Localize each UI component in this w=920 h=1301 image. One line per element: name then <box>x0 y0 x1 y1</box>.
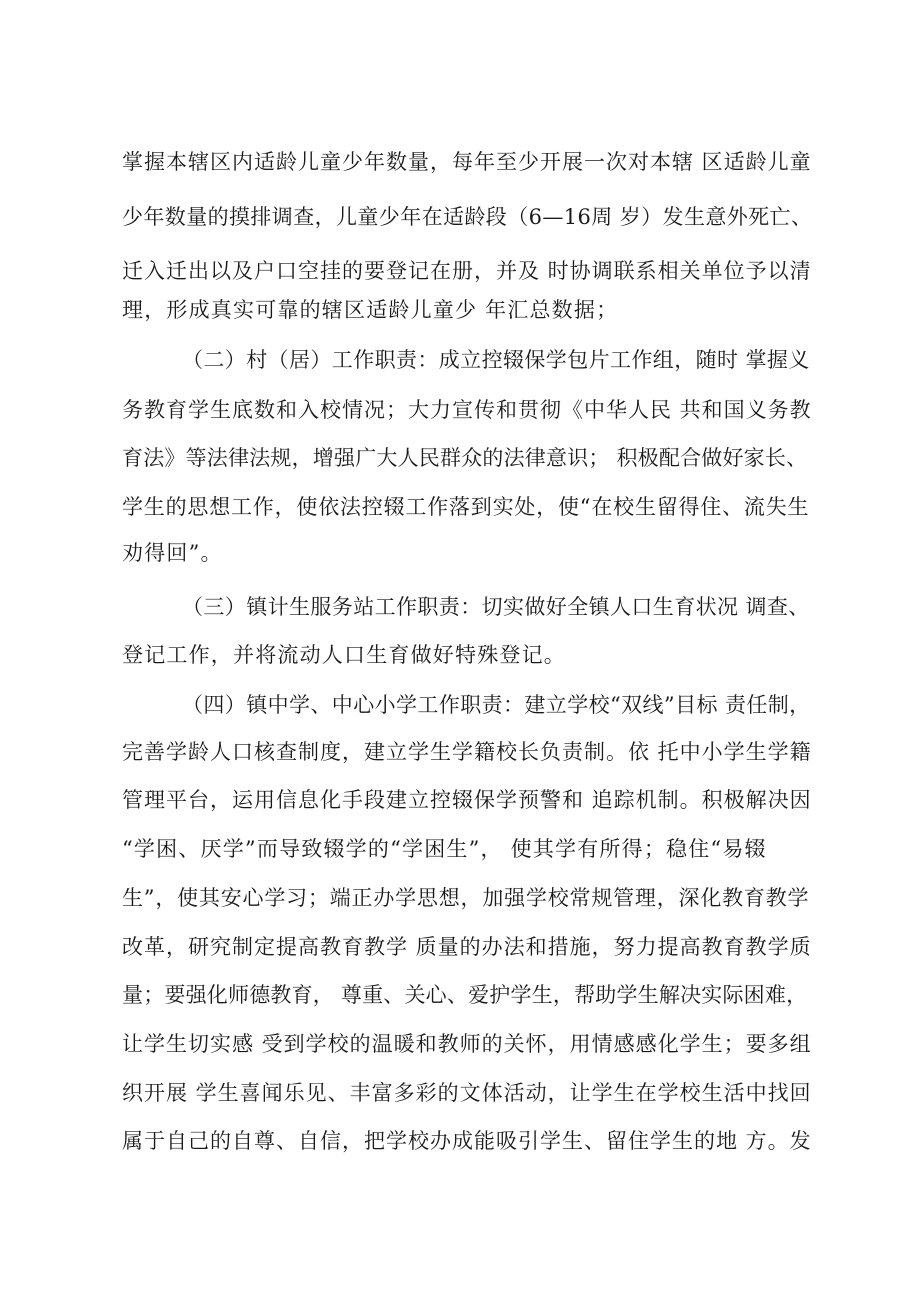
paragraph-2-line-3: 育法》等法律法规，增强广大人民群众的法律意识； 积极配合做好家长、 <box>122 446 808 470</box>
paragraph-2-line-2: 务教育学生底数和入校情况；大力宣传和贯彻《中华人民 共和国义务教 <box>122 398 812 422</box>
paragraph-4-line-3: 管理平台，运用信息化手段建立控辍保学预警和 追踪机制。积极解决因 <box>122 788 812 812</box>
paragraph-1-line-1: 掌握本辖区内适龄儿童少年数量，每年至少开展一次对本辖 区适龄儿童 <box>122 150 812 174</box>
paragraph-4-line-10: 属于自己的自尊、自信，把学校办成能吸引学生、留住学生的地 方。发 <box>122 1129 812 1153</box>
paragraph-1-line-4: 理，形成真实可靠的辖区适龄儿童少 年汇总数据； <box>122 298 619 322</box>
paragraph-1-line-3: 迁入迁出以及户口空挂的要登记在册，并及 时协调联系相关单位予以清 <box>122 259 812 283</box>
paragraph-4-line-2: 完善学龄人口核查制度，建立学生学籍校长负责制。依 托中小学生学籍 <box>122 740 812 764</box>
paragraph-3-line-2: 登记工作，并将流动人口生育做好特殊登记。 <box>122 643 566 667</box>
paragraph-4-line-4: “学困、厌学”而导致辍学的“学困生”， 使其学有所得；稳住“易辍 <box>122 837 767 861</box>
paragraph-2-line-4: 学生的思想工作，使依法控辍工作落到实处，使“在校生留得住、流失生 <box>122 495 810 519</box>
paragraph-3-line-1: （三）镇计生服务站工作职责：切实做好全镇人口生育状况 调查、 <box>182 595 810 619</box>
paragraph-4-line-6: 改革，研究制定提高教育教学 质量的办法和措施，努力提高教育教学质 <box>122 935 812 959</box>
paragraph-4-line-7: 量；要强化师德教育， 尊重、关心、爱护学生，帮助学生解决实际困难， <box>122 983 808 1007</box>
paragraph-2-line-5: 劝得回”。 <box>122 541 223 565</box>
paragraph-4-line-1: （四）镇中学、中心小学工作职责：建立学校“双线”目标 责任制， <box>182 693 811 717</box>
paragraph-2-line-1: （二）村（居）工作职责：成立控辍保学包片工作组，随时 掌握义 <box>182 348 810 372</box>
paragraph-4-line-9: 织开展 学生喜闻乐见、丰富多彩的文体活动，让学生在学校生活中找回 <box>122 1081 812 1105</box>
paragraph-1-line-2: 少年数量的摸排调查，儿童少年在适龄段（6—16周 岁）发生意外死亡、 <box>122 205 813 229</box>
paragraph-4-line-5: 生”，使其安心学习；端正办学思想，加强学校常规管理，深化教育教学 <box>122 886 810 910</box>
paragraph-4-line-8: 让学生切实感 受到学校的温暖和教师的关怀，用情感感化学生；要多组 <box>122 1032 812 1056</box>
